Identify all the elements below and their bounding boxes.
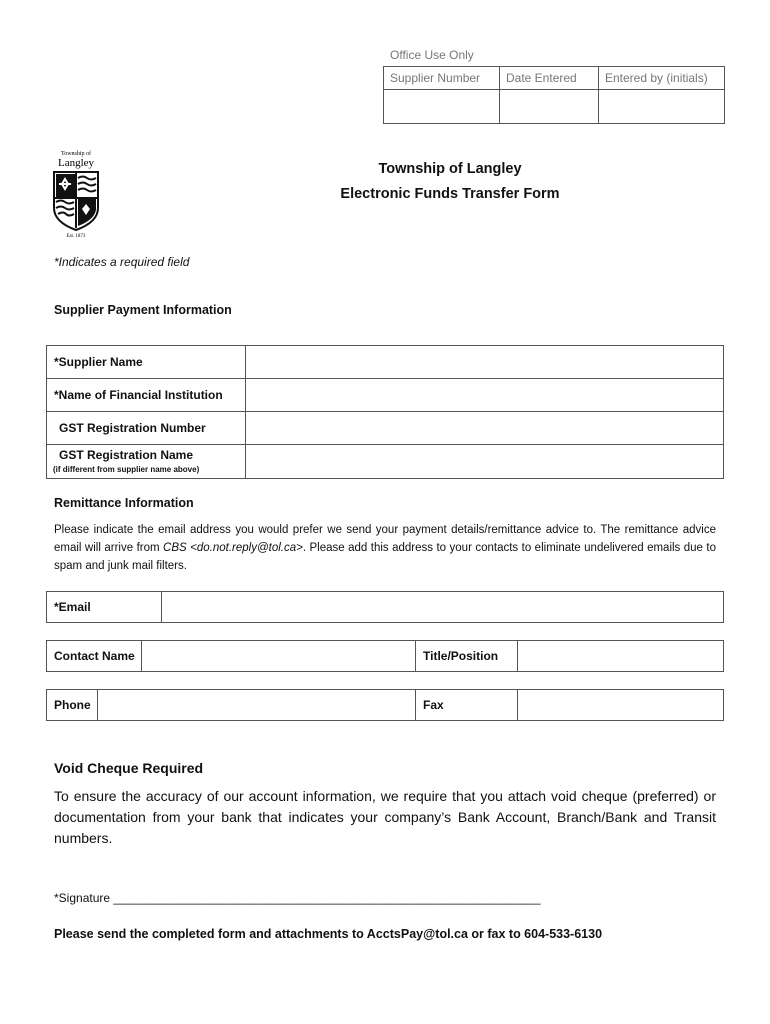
email-input[interactable] — [162, 592, 723, 622]
supplier-name-label: *Supplier Name — [47, 346, 246, 379]
form-title-township: Township of Langley — [378, 161, 522, 177]
signature-label: *Signature — [54, 891, 111, 905]
logo-est-text: Est. 1873 — [66, 234, 86, 238]
required-field-note: *Indicates a required field — [54, 255, 190, 269]
email-row — [46, 591, 724, 623]
logo-top-text: Township of — [60, 151, 92, 157]
remittance-section-title: Remittance Information — [54, 496, 194, 510]
financial-institution-label: *Name of Financial Institution — [47, 379, 246, 412]
contact-name-input[interactable] — [142, 641, 416, 671]
fax-input[interactable] — [518, 690, 723, 720]
township-crest-logo — [50, 148, 102, 238]
gst-number-label: GST Registration Number — [47, 412, 246, 445]
office-col-date-entered: Date Entered — [500, 67, 599, 90]
supplier-section-title: Supplier Payment Information — [54, 303, 232, 317]
supplier-payment-table — [46, 345, 724, 479]
remittance-instructions — [54, 521, 716, 575]
contact-name-label: Contact Name — [47, 641, 142, 671]
signature-line[interactable]: ________________________________________________________________ — [113, 891, 541, 905]
submission-instructions: Please send the completed form and attachments to AcctsPay@tol.ca or fax to 604-533-6130 — [54, 927, 603, 941]
title-position-label: Title/Position — [416, 641, 518, 671]
phone-label: Phone — [47, 690, 98, 720]
signature-row — [54, 891, 541, 905]
void-cheque-text: To ensure the accuracy of our account information, we require that you attach void cheque (preferred) or documentation from your bank that indicates your company’s Bank Account, Branch/Bank and Transit numbers. — [54, 788, 716, 846]
office-col-entered-by: Entered by (initials) — [599, 67, 725, 90]
financial-institution-row — [47, 379, 724, 412]
financial-institution-input[interactable] — [246, 379, 724, 412]
gst-name-input[interactable] — [246, 445, 724, 479]
office-entered-by-input[interactable] — [599, 90, 725, 124]
office-use-label: Office Use Only — [390, 48, 474, 62]
supplier-name-input[interactable] — [246, 346, 724, 379]
office-use-table — [383, 66, 725, 124]
email-label: *Email — [47, 592, 162, 622]
gst-number-row — [47, 412, 724, 445]
contact-row — [46, 640, 724, 672]
title-position-input[interactable] — [518, 641, 723, 671]
logo-name: Langley — [57, 157, 95, 169]
supplier-name-row — [47, 346, 724, 379]
remittance-text-b: . Please add this address to your contacts to eliminate undelivered emails due to spam and junk mail filters. — [54, 542, 717, 572]
office-supplier-number-input[interactable] — [384, 90, 500, 124]
office-date-entered-input[interactable] — [500, 90, 599, 124]
remittance-sender-address: CBS <do.not.reply@tol.ca> — [163, 542, 303, 554]
form-title-eft: Electronic Funds Transfer Form — [340, 186, 560, 202]
fax-label: Fax — [416, 690, 518, 720]
gst-name-label: GST Registration Name — [59, 447, 194, 462]
gst-name-label-cell — [47, 445, 246, 479]
gst-number-input[interactable] — [246, 412, 724, 445]
gst-name-row — [47, 445, 724, 479]
phone-input[interactable] — [98, 690, 416, 720]
gst-name-sublabel: (if different from supplier name above) — [53, 464, 200, 474]
void-cheque-title: Void Cheque Required — [54, 760, 204, 776]
office-col-supplier-number: Supplier Number — [384, 67, 500, 90]
remittance-text-a: Please indicate the email address you would prefer we send your payment details/remittance advice to. The remittance advice email will arrive from — [54, 524, 716, 554]
phone-fax-row — [46, 689, 724, 721]
